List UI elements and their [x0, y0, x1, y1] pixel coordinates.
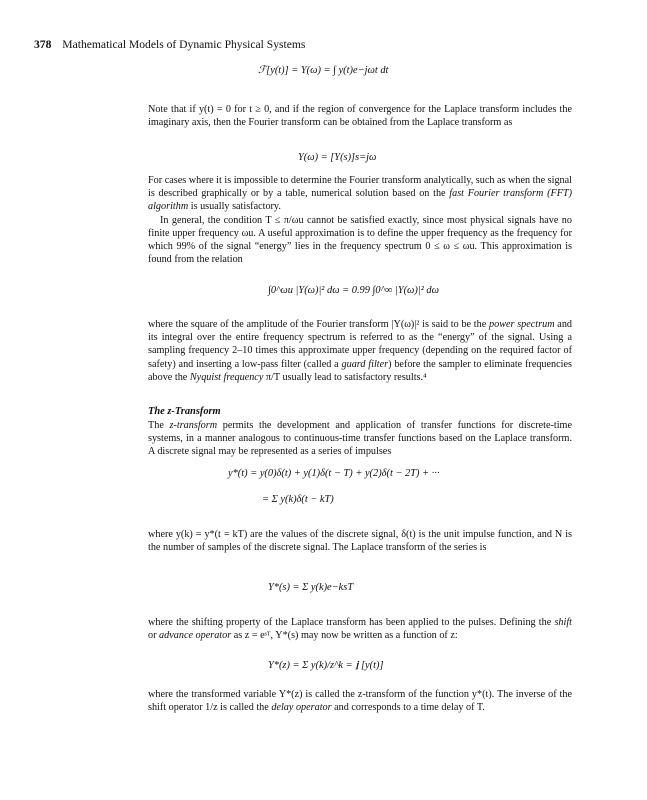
- equation-fourier-definition: ℱ[y(t)] = Y(ω) = ∫ y(t)e−jωt dt: [258, 65, 389, 76]
- paragraph-6-text: where y(k) = y*(t = kT) are the values of the discrete signal, δ(t) is the unit impulse function, and N is the number of samples of the discrete signal. The Laplace transform of the series is: [148, 529, 572, 554]
- paragraph-4-text-c: ) before the sampler to eliminate frequencies above the: [148, 358, 572, 383]
- paragraph-5-text-a: The: [148, 420, 170, 431]
- paragraph-2-text-a: For cases where it is impossible to determine the Fourier transform analytically, such as when the signal is described graphically or by a table, numerical solution based on the: [148, 175, 572, 200]
- paragraph-7: [148, 616, 572, 642]
- paragraph-4-text-d: π/T usually lead to satisfactory results.⁴: [263, 371, 427, 383]
- equation-impulse-sum: = Σ y(k)δ(t − kT): [262, 494, 334, 505]
- shift-term: shift: [554, 617, 572, 628]
- paragraph-5-text-b: permits the development and application of transfer functions for discrete-time systems, in a manner analogous to continuous-time transfer functions based on the Laplace transform. A discrete signal may be represented as a series of impulses: [148, 420, 572, 458]
- equation-energy-relation: ∫0^ωu |Y(ω)|² dω = 0.99 ∫0^∞ |Y(ω)|² dω: [268, 285, 439, 296]
- advance-operator-term: advance operator: [159, 630, 232, 642]
- equation-impulse-series: y*(t) = y(0)δ(t) + y(1)δ(t − T) + y(2)δ(t − 2T) + ···: [228, 468, 440, 479]
- running-header: [34, 38, 305, 51]
- paragraph-8: [148, 688, 572, 714]
- paragraph-4-text-a: where the square of the amplitude of the Fourier transform |Y(ω)|² is said to be the: [148, 319, 489, 330]
- paragraph-7-text-b: or: [148, 630, 160, 642]
- paragraph-2: [148, 174, 572, 266]
- section-heading: The z-Transform: [148, 406, 221, 417]
- equation-z-transform: Y*(z) = Σ y(k)/z^k = 𝖏 [y(t)]: [268, 660, 384, 671]
- paragraph-1-text: Note that if y(t) = 0 for t ≥ 0, and if the region of convergence for the Laplace transform includes the imaginary axis, then the Fourier transform can be obtained from the Laplace transform as: [148, 104, 572, 129]
- paragraph-5: [148, 419, 572, 459]
- paragraph-1: [148, 103, 572, 129]
- paragraph-6: [148, 528, 572, 554]
- page-number: 378: [34, 38, 52, 51]
- guard-filter-term: guard filter: [341, 358, 389, 370]
- nyquist-term: Nyquist frequency: [189, 371, 264, 383]
- paragraph-3-text: In general, the condition T ≤ π/ωu cannot be satisfied exactly, since most physical signals have no finite upper frequency ωu. A useful approximation is to define the upper frequency as the frequency for which 99% of the signal “energy” lies in the frequency spectrum 0 ≤ ω ≤ ωu. This approximation is found from the relation: [148, 214, 572, 266]
- paragraph-4: [148, 318, 572, 384]
- delay-operator-term: delay operator: [271, 702, 332, 714]
- fft-term: fast Fourier transform (FFT) algorithm: [148, 188, 572, 213]
- equation-fourier-from-laplace: Y(ω) = [Y(s)]s=jω: [298, 152, 377, 163]
- paragraph-4-text-b: and its integral over the entire frequency spectrum is referred to as the “energy” of the signal. Using a sampling frequency 2–10 times this approximate upper frequency (depending on the required factor of safety) and inserting a low-pass filter (called a: [148, 319, 573, 370]
- paragraph-2-text-b: is usually satisfactory.: [188, 201, 281, 213]
- paragraph-7-text-c: as z = eˢᵀ, Y*(s) may now be written as a function of z:: [231, 630, 458, 642]
- paragraph-8-text-a: where the transformed variable Y*(z) is called the z-transform of the function y*(t). The inverse of the shift operator 1/z is called the: [148, 689, 572, 714]
- paragraph-8-text-b: and corresponds to a time delay of T.: [331, 702, 485, 714]
- equation-laplace-series: Y*(s) = Σ y(k)e−ksT: [268, 582, 354, 593]
- paragraph-7-text-a: where the shifting property of the Laplace transform has been applied to the pulses. Defining the: [148, 617, 555, 628]
- z-transform-term: z-transform: [169, 420, 218, 431]
- power-spectrum-term: power spectrum: [489, 319, 555, 330]
- running-title: Mathematical Models of Dynamic Physical Systems: [62, 38, 306, 51]
